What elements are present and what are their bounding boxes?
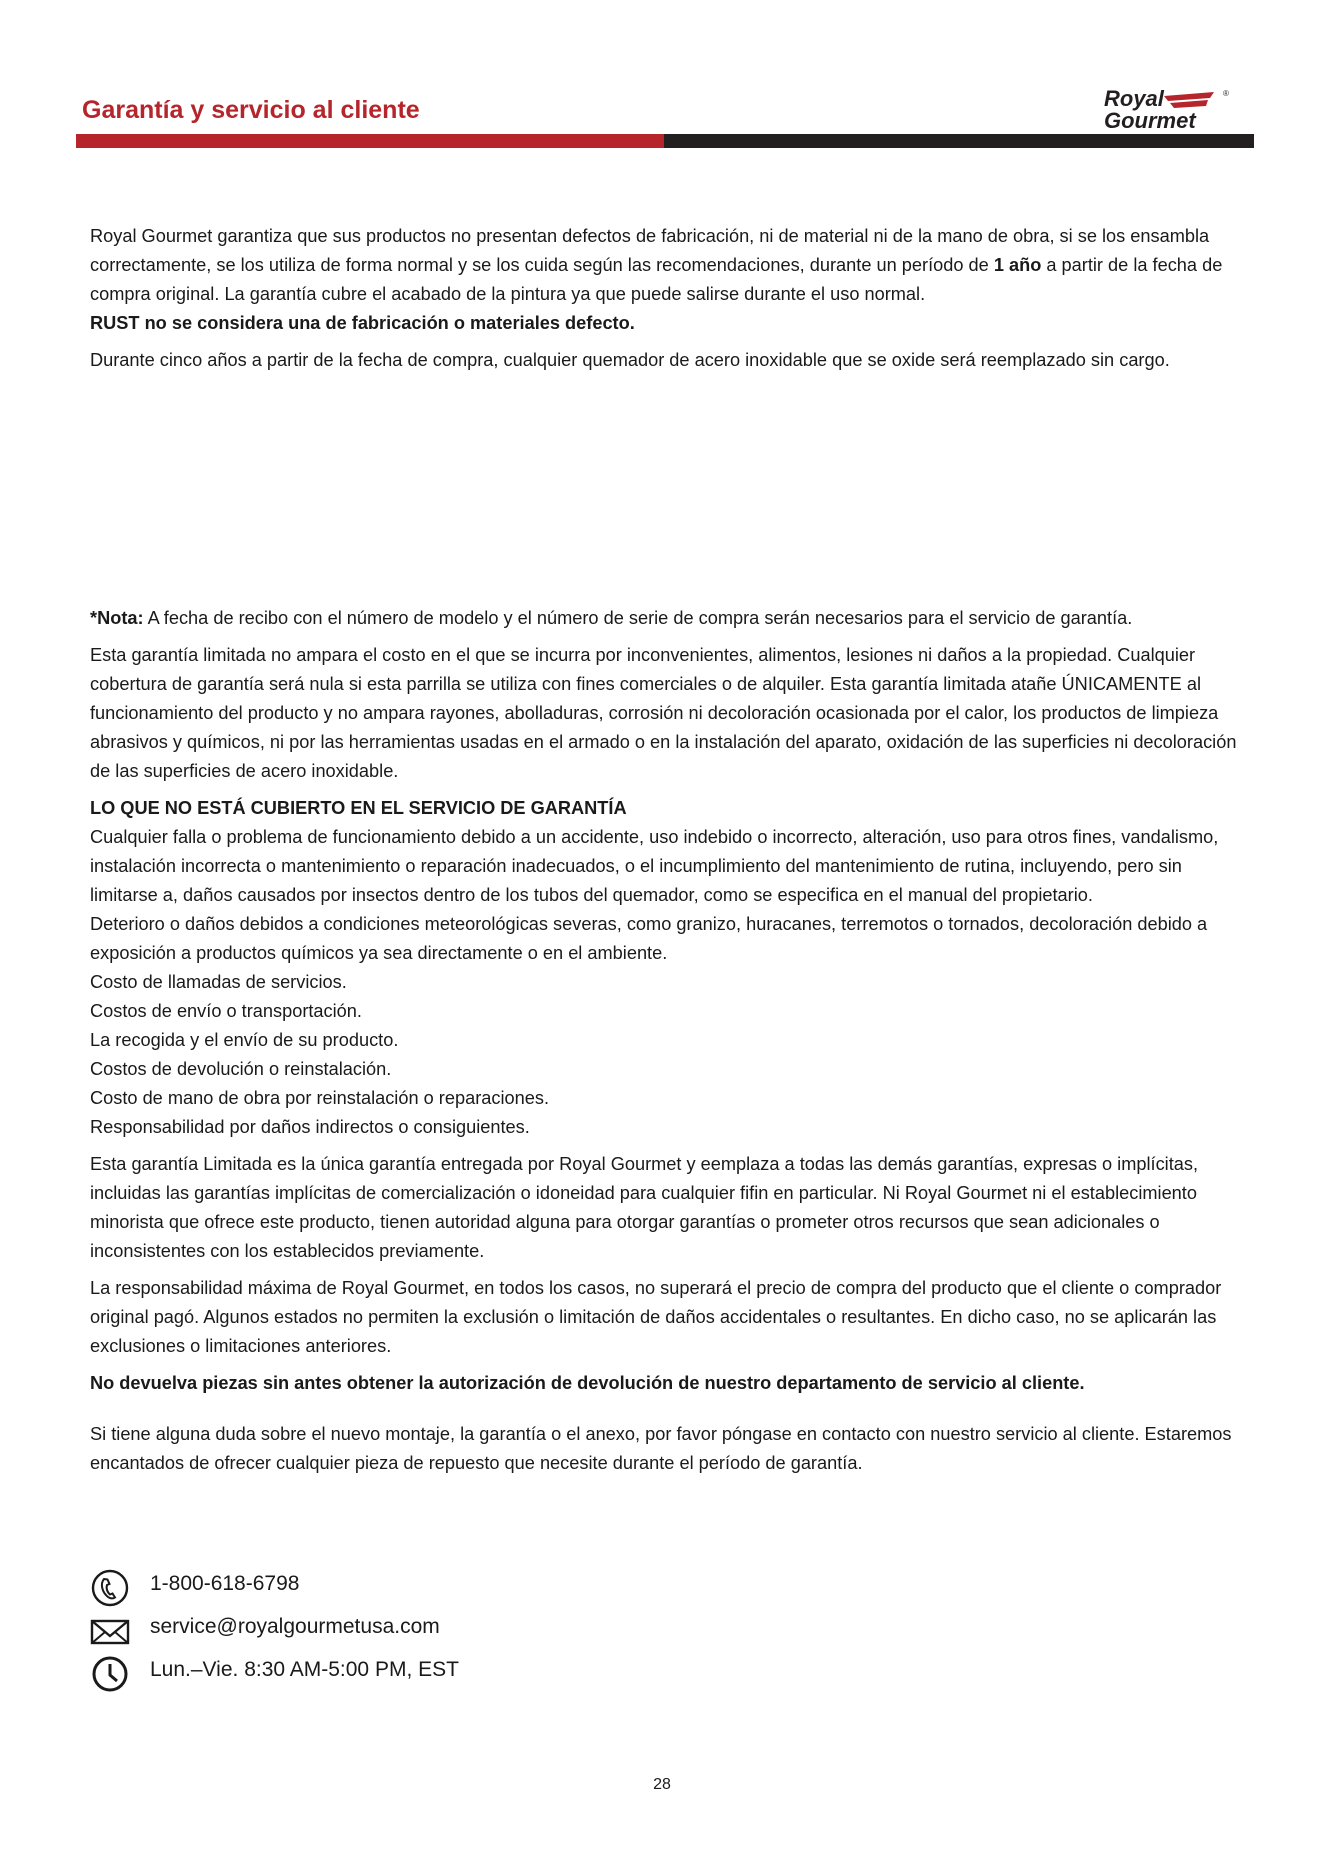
note-paragraph: *Nota: A fecha de recibo con el número de modelo y el número de serie de compra serán necesarios para el servicio de garantía. <box>90 608 1133 628</box>
rust-statement: RUST no se considera una de fabricación o materiales defecto. <box>90 313 635 333</box>
list-item: La recogida y el envío de su producto. <box>90 1030 399 1050</box>
page-header <box>76 88 1254 148</box>
svg-text:®: ® <box>1223 89 1229 98</box>
page-title: Garantía y servicio al cliente <box>82 96 420 124</box>
header-bar-red <box>76 134 664 148</box>
warranty-paragraph: Royal Gourmet garantiza que sus productos no presentan defectos de fabricación, ni de material ni de la mano de obra, si se los ensambla correctamente, se los utiliza de forma normal y se los cuida según las recomendaciones, durante un período de 1 año a partir de la fecha de compra original. La garantía cubre el acabado de la pintura ya que puede salirse durante el uso normal. RUST no se considera una de fabricación o materiales defecto. <box>90 226 1223 333</box>
business-hours: Lun.–Vie. 8:30 AM-5:00 PM, EST <box>150 1658 459 1681</box>
list-item: Deterioro o daños debidos a condiciones meteorológicas severas, como granizo, huracanes, terremotos o tornados, decoloración debido a exposición a productos químicos ya sea directamente o en el ambiente. <box>90 914 1208 963</box>
list-item: Responsabilidad por daños indirectos o consiguientes. <box>90 1117 530 1137</box>
phone-icon <box>90 1568 130 1608</box>
mail-icon <box>90 1611 130 1651</box>
header-bar-dark <box>664 134 1254 148</box>
terms-section <box>90 604 1238 1478</box>
clock-icon <box>90 1654 130 1694</box>
list-item: Costos de devolución o reinstalación. <box>90 1059 392 1079</box>
burner-paragraph: Durante cinco años a partir de la fecha de compra, cualquier quemador de acero inoxidable que se oxide será reemplazado sin cargo. <box>90 350 1170 370</box>
list-item: Costo de mano de obra por reinstalación o reparaciones. <box>90 1088 550 1108</box>
royal-gourmet-logo <box>1018 88 1228 134</box>
support-paragraph: Si tiene alguna duda sobre el nuevo montaje, la garantía o el anexo, por favor póngase en contacto con nuestro servicio al cliente. Estaremos encantados de ofrecer cualquier pieza de repuesto que necesite durante el período de garantía. <box>90 1424 1232 1473</box>
exclusive-warranty-paragraph: Esta garantía Limitada es la única garantía entregada por Royal Gourmet y eemplaza a todas las demás garantías, expresas o implícitas, incluidas las garantías implícitas de comercialización o idoneidad para cualquier fifin en particular. Ni Royal Gourmet ni el establecimiento minorista que ofrece este producto, tienen autoridad alguna para otorgar garantías o prometer otros recursos que sean adicionales o inconsistentes con los establecidos previamente. <box>90 1154 1199 1261</box>
intro-section <box>90 222 1238 375</box>
page-number: 28 <box>653 1776 671 1793</box>
svg-text:Royal: Royal <box>1104 86 1164 111</box>
list-item: Cualquier falla o problema de funcionamiento debido a un accidente, uso indebido o incorrecto, alteración, uso para otros fines, vandalismo, instalación incorrecta o mantenimiento o reparación inadecuados, o el incumplimiento del mantenimiento de rutina, incluyendo, pero sin limitarse a, daños causados por insectos dentro de los tubos del quemador, como se especifica en el manual del propietario. <box>90 827 1219 905</box>
email-address[interactable]: service@royalgourmetusa.com <box>150 1615 440 1638</box>
list-item: Costos de envío o transportación. <box>90 1001 362 1021</box>
liability-paragraph: La responsabilidad máxima de Royal Gourmet, en todos los casos, no superará el precio de compra del producto que el cliente o comprador original pagó. Algunos estados no permiten la exclusión o limitación de daños accidentales o resultantes. En dicho caso, no se aplicarán las exclusiones o limitaciones anteriores. <box>90 1278 1222 1356</box>
svg-text:Gourmet: Gourmet <box>1104 108 1196 133</box>
not-covered-heading: LO QUE NO ESTÁ CUBIERTO EN EL SERVICIO DE GARANTÍA <box>90 798 627 818</box>
phone-number[interactable]: 1-800-618-6798 <box>150 1572 300 1595</box>
list-item: Costo de llamadas de servicios. <box>90 972 347 992</box>
return-notice: No devuelva piezas sin antes obtener la autorización de devolución de nuestro departamento de servicio al cliente. <box>90 1373 1085 1393</box>
note-label: *Nota: <box>90 608 144 628</box>
limits-paragraph: Esta garantía limitada no ampara el costo en el que se incurra por inconvenientes, alimentos, lesiones ni daños a la propiedad. Cualquier cobertura de garantía será nula si esta parrilla se utiliza con fines comerciales o de alquiler. Esta garantía limitada atañe ÚNICAMENTE al funcionamiento del producto y no ampara rayones, abolladuras, corrosión ni decoloración ocasionada por el calor, los productos de limpieza abrasivos y químicos, ni por las herramientas usadas en el armado o en la instalación del aparato, oxidación de las superficies ni decoloración de las superficies de acero inoxidable. <box>90 645 1237 781</box>
